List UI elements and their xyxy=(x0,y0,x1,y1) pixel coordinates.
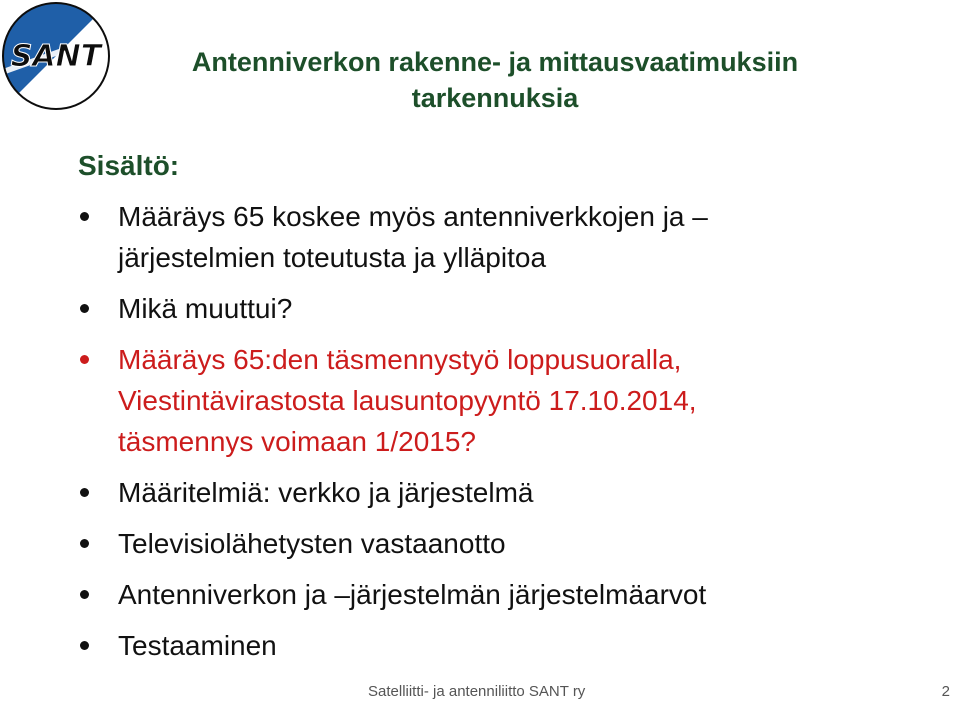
bullet-item xyxy=(80,625,900,666)
bullet-dot-icon xyxy=(80,304,89,313)
page-number: 2 xyxy=(941,683,950,700)
bullet-text: Testaaminen xyxy=(118,630,277,661)
title-line-1: Antenniverkon rakenne- ja mittausvaatimuksiin xyxy=(191,47,799,77)
bullet-dot-icon xyxy=(80,212,89,221)
bullet-item xyxy=(80,574,900,615)
bullet-item xyxy=(80,196,900,278)
bullet-dot-icon xyxy=(80,590,89,599)
sant-logo xyxy=(0,0,112,112)
bullet-text: Viestintävirastosta lausuntopyyntö 17.10.2014, xyxy=(118,385,697,416)
bullet-item xyxy=(80,523,900,564)
bullet-text: Mikä muuttui? xyxy=(118,293,293,324)
bullet-text: Määräys 65:den täsmennystyö loppusuoralla, xyxy=(118,344,682,375)
bullet-dot-icon xyxy=(80,539,89,548)
bullet-list xyxy=(80,196,900,676)
bullet-text: Määräys 65 koskee myös antenniverkkojen ja – xyxy=(118,201,708,232)
bullet-dot-icon xyxy=(80,488,89,497)
title-line-2: tarkennuksia xyxy=(411,83,579,113)
bullet-item xyxy=(80,339,900,462)
bullet-text: järjestelmien toteutusta ja ylläpitoa xyxy=(118,242,547,273)
sant-logo-icon xyxy=(0,0,112,112)
bullet-dot-icon xyxy=(80,355,89,364)
bullet-item xyxy=(80,472,900,513)
page-title xyxy=(130,44,860,116)
bullet-text: täsmennys voimaan 1/2015? xyxy=(118,426,476,457)
bullet-text: Määritelmiä: verkko ja järjestelmä xyxy=(118,477,534,508)
section-label: Sisältö: xyxy=(78,150,180,181)
bullet-item xyxy=(80,288,900,329)
logo-text: SANT xyxy=(10,39,102,74)
bullet-text: Antenniverkon ja –järjestelmän järjestelmäarvot xyxy=(118,579,707,610)
bullet-dot-icon xyxy=(80,641,89,650)
footer-text: Satelliitti- ja antenniliitto SANT ry xyxy=(368,683,586,700)
bullet-text: Televisiolähetysten vastaanotto xyxy=(118,528,506,559)
